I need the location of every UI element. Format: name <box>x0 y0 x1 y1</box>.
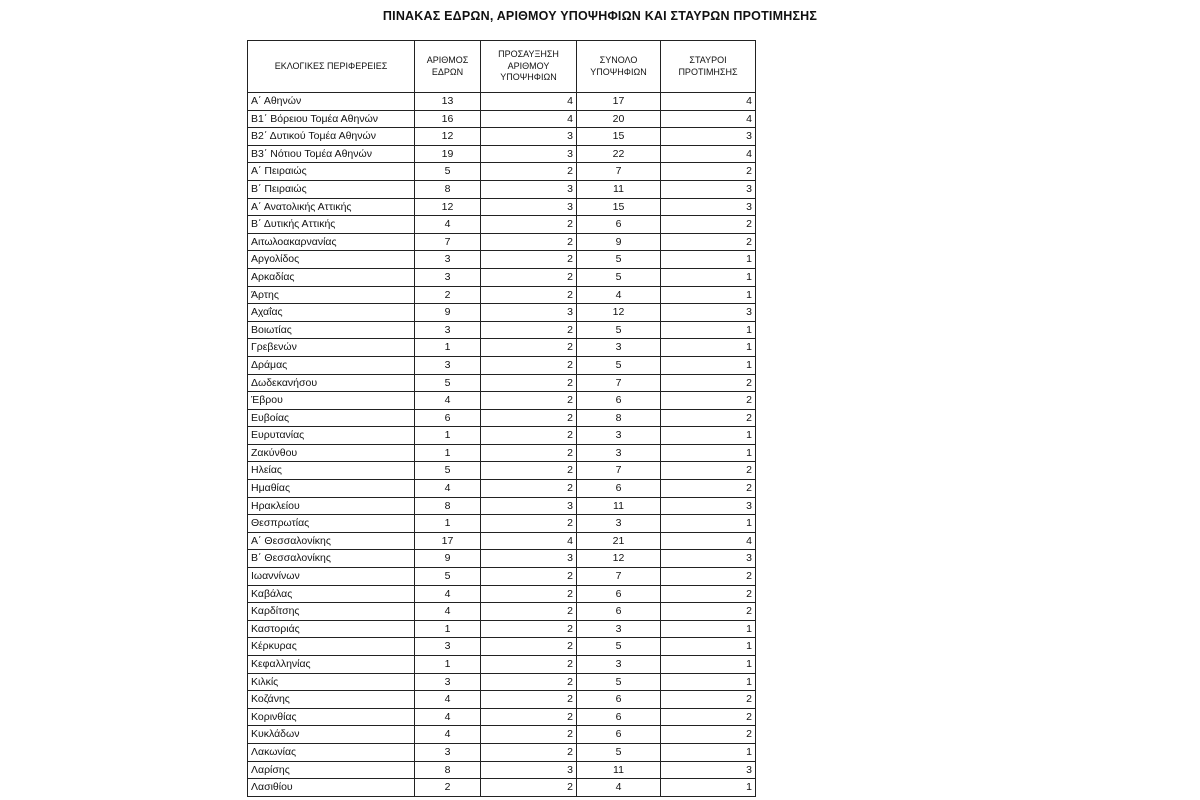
cell-seats: 17 <box>415 532 481 550</box>
cell-region: Αρκαδίας <box>248 268 415 286</box>
cell-region: Κιλκίς <box>248 673 415 691</box>
cell-seats: 7 <box>415 233 481 251</box>
table-row <box>248 656 756 674</box>
cell-seats: 2 <box>415 286 481 304</box>
seats-table <box>247 40 756 797</box>
table-row <box>248 356 756 374</box>
cell-increase: 2 <box>481 444 577 462</box>
cell-seats: 16 <box>415 110 481 128</box>
cell-region: Ημαθίας <box>248 480 415 498</box>
table-row <box>248 251 756 269</box>
cell-crosses: 2 <box>661 726 756 744</box>
cell-total: 8 <box>577 409 661 427</box>
cell-crosses: 1 <box>661 427 756 445</box>
cell-total: 11 <box>577 761 661 779</box>
cell-seats: 1 <box>415 515 481 533</box>
cell-crosses: 2 <box>661 409 756 427</box>
cell-seats: 19 <box>415 145 481 163</box>
cell-crosses: 2 <box>661 216 756 234</box>
cell-crosses: 3 <box>661 761 756 779</box>
cell-seats: 1 <box>415 656 481 674</box>
table-row <box>248 198 756 216</box>
cell-crosses: 1 <box>661 515 756 533</box>
cell-total: 5 <box>577 251 661 269</box>
cell-region: Α΄ Πειραιώς <box>248 163 415 181</box>
cell-total: 7 <box>577 462 661 480</box>
table-row <box>248 93 756 111</box>
cell-crosses: 1 <box>661 286 756 304</box>
table-row <box>248 374 756 392</box>
cell-region: Ευρυτανίας <box>248 427 415 445</box>
cell-crosses: 3 <box>661 198 756 216</box>
cell-region: Καβάλας <box>248 585 415 603</box>
cell-increase: 2 <box>481 427 577 445</box>
cell-region: Α΄ Ανατολικής Αττικής <box>248 198 415 216</box>
cell-crosses: 2 <box>661 462 756 480</box>
cell-seats: 5 <box>415 374 481 392</box>
cell-total: 12 <box>577 550 661 568</box>
table-row <box>248 128 756 146</box>
cell-crosses: 3 <box>661 180 756 198</box>
table-row <box>248 216 756 234</box>
header-seats: ΑΡΙΘΜΟΣ ΕΔΡΩΝ <box>415 41 481 93</box>
cell-region: Κοζάνης <box>248 691 415 709</box>
cell-increase: 2 <box>481 462 577 480</box>
cell-seats: 3 <box>415 673 481 691</box>
table-row <box>248 532 756 550</box>
cell-increase: 2 <box>481 163 577 181</box>
table-row <box>248 726 756 744</box>
cell-increase: 2 <box>481 286 577 304</box>
cell-total: 6 <box>577 691 661 709</box>
table-row <box>248 620 756 638</box>
table-row <box>248 779 756 797</box>
cell-crosses: 1 <box>661 638 756 656</box>
table-row <box>248 233 756 251</box>
cell-crosses: 2 <box>661 374 756 392</box>
cell-seats: 3 <box>415 638 481 656</box>
cell-seats: 3 <box>415 743 481 761</box>
table-row <box>248 163 756 181</box>
cell-crosses: 4 <box>661 93 756 111</box>
cell-seats: 5 <box>415 568 481 586</box>
cell-crosses: 1 <box>661 620 756 638</box>
table-row <box>248 585 756 603</box>
cell-total: 6 <box>577 603 661 621</box>
cell-crosses: 1 <box>661 743 756 761</box>
cell-total: 5 <box>577 356 661 374</box>
cell-region: Καρδίτσης <box>248 603 415 621</box>
cell-seats: 4 <box>415 216 481 234</box>
cell-increase: 2 <box>481 339 577 357</box>
cell-total: 11 <box>577 497 661 515</box>
table-row <box>248 286 756 304</box>
cell-increase: 2 <box>481 321 577 339</box>
cell-increase: 3 <box>481 128 577 146</box>
cell-crosses: 4 <box>661 532 756 550</box>
cell-region: Β΄ Δυτικής Αττικής <box>248 216 415 234</box>
cell-region: Β1΄ Βόρειου Τομέα Αθηνών <box>248 110 415 128</box>
cell-crosses: 2 <box>661 480 756 498</box>
cell-region: Κορινθίας <box>248 708 415 726</box>
cell-increase: 2 <box>481 673 577 691</box>
cell-total: 3 <box>577 656 661 674</box>
cell-increase: 2 <box>481 568 577 586</box>
cell-crosses: 1 <box>661 321 756 339</box>
cell-increase: 4 <box>481 532 577 550</box>
cell-increase: 2 <box>481 216 577 234</box>
cell-total: 3 <box>577 444 661 462</box>
cell-seats: 1 <box>415 427 481 445</box>
cell-seats: 5 <box>415 163 481 181</box>
cell-increase: 2 <box>481 251 577 269</box>
cell-seats: 4 <box>415 603 481 621</box>
cell-seats: 4 <box>415 708 481 726</box>
cell-region: Κέρκυρας <box>248 638 415 656</box>
cell-seats: 4 <box>415 585 481 603</box>
cell-increase: 2 <box>481 743 577 761</box>
cell-increase: 2 <box>481 515 577 533</box>
cell-region: Γρεβενών <box>248 339 415 357</box>
document-title: ΠΙΝΑΚΑΣ ΕΔΡΩΝ, ΑΡΙΘΜΟΥ ΥΠΟΨΗΦΙΩΝ ΚΑΙ ΣΤΑΥΡΩΝ ΠΡΟΤΙΜΗΣΗΣ <box>382 9 818 23</box>
cell-region: Έβρου <box>248 392 415 410</box>
cell-region: Αργολίδος <box>248 251 415 269</box>
cell-increase: 2 <box>481 691 577 709</box>
table-row <box>248 339 756 357</box>
cell-region: Βοιωτίας <box>248 321 415 339</box>
cell-increase: 3 <box>481 304 577 322</box>
cell-region: Αχαΐας <box>248 304 415 322</box>
cell-crosses: 1 <box>661 251 756 269</box>
cell-total: 5 <box>577 743 661 761</box>
cell-crosses: 1 <box>661 779 756 797</box>
cell-increase: 2 <box>481 620 577 638</box>
cell-total: 5 <box>577 673 661 691</box>
cell-increase: 3 <box>481 198 577 216</box>
table-row <box>248 180 756 198</box>
cell-region: Ηρακλείου <box>248 497 415 515</box>
cell-total: 3 <box>577 339 661 357</box>
cell-seats: 13 <box>415 93 481 111</box>
cell-seats: 3 <box>415 356 481 374</box>
table-row <box>248 462 756 480</box>
header-row <box>248 41 756 93</box>
cell-crosses: 2 <box>661 233 756 251</box>
cell-crosses: 3 <box>661 550 756 568</box>
cell-region: Λακωνίας <box>248 743 415 761</box>
cell-crosses: 1 <box>661 268 756 286</box>
cell-increase: 3 <box>481 550 577 568</box>
cell-region: Άρτης <box>248 286 415 304</box>
cell-crosses: 4 <box>661 110 756 128</box>
cell-total: 5 <box>577 638 661 656</box>
cell-region: Ηλείας <box>248 462 415 480</box>
cell-increase: 2 <box>481 708 577 726</box>
table-row <box>248 409 756 427</box>
cell-crosses: 2 <box>661 708 756 726</box>
table-row <box>248 304 756 322</box>
cell-total: 20 <box>577 110 661 128</box>
cell-seats: 3 <box>415 268 481 286</box>
cell-region: Β΄ Πειραιώς <box>248 180 415 198</box>
cell-region: Λασιθίου <box>248 779 415 797</box>
cell-total: 5 <box>577 321 661 339</box>
cell-increase: 3 <box>481 180 577 198</box>
cell-increase: 2 <box>481 779 577 797</box>
table-row <box>248 444 756 462</box>
cell-increase: 2 <box>481 409 577 427</box>
cell-increase: 2 <box>481 356 577 374</box>
cell-seats: 6 <box>415 409 481 427</box>
cell-crosses: 2 <box>661 163 756 181</box>
table-row <box>248 638 756 656</box>
table-row <box>248 427 756 445</box>
cell-crosses: 2 <box>661 603 756 621</box>
cell-region: Ζακύνθου <box>248 444 415 462</box>
cell-region: Ιωαννίνων <box>248 568 415 586</box>
table-row <box>248 568 756 586</box>
cell-crosses: 1 <box>661 656 756 674</box>
cell-total: 15 <box>577 198 661 216</box>
cell-crosses: 4 <box>661 145 756 163</box>
cell-total: 6 <box>577 726 661 744</box>
cell-crosses: 2 <box>661 392 756 410</box>
table-row <box>248 550 756 568</box>
cell-seats: 4 <box>415 392 481 410</box>
cell-seats: 4 <box>415 691 481 709</box>
table-row <box>248 321 756 339</box>
table-row <box>248 392 756 410</box>
cell-increase: 2 <box>481 656 577 674</box>
cell-crosses: 3 <box>661 304 756 322</box>
header-region: ΕΚΛΟΓΙΚΕΣ ΠΕΡΙΦΕΡΕΙΕΣ <box>248 41 415 93</box>
cell-region: Δωδεκανήσου <box>248 374 415 392</box>
header-increase: ΠΡΟΣΑΥΞΗΣΗ ΑΡΙΘΜΟΥ ΥΠΟΨΗΦΙΩΝ <box>481 41 577 93</box>
cell-total: 17 <box>577 93 661 111</box>
cell-increase: 2 <box>481 268 577 286</box>
cell-seats: 4 <box>415 726 481 744</box>
cell-total: 6 <box>577 216 661 234</box>
cell-seats: 8 <box>415 761 481 779</box>
table-row <box>248 515 756 533</box>
cell-increase: 2 <box>481 233 577 251</box>
table-row <box>248 603 756 621</box>
table-body <box>248 93 756 797</box>
cell-seats: 3 <box>415 251 481 269</box>
cell-total: 11 <box>577 180 661 198</box>
cell-increase: 2 <box>481 638 577 656</box>
cell-total: 6 <box>577 585 661 603</box>
cell-total: 7 <box>577 374 661 392</box>
table-header <box>248 41 756 93</box>
table-row <box>248 673 756 691</box>
table-row <box>248 743 756 761</box>
cell-total: 6 <box>577 392 661 410</box>
cell-seats: 1 <box>415 620 481 638</box>
cell-increase: 4 <box>481 110 577 128</box>
cell-crosses: 3 <box>661 128 756 146</box>
cell-total: 5 <box>577 268 661 286</box>
cell-increase: 3 <box>481 145 577 163</box>
cell-increase: 3 <box>481 761 577 779</box>
cell-increase: 2 <box>481 603 577 621</box>
cell-increase: 2 <box>481 374 577 392</box>
cell-total: 6 <box>577 708 661 726</box>
cell-region: Θεσπρωτίας <box>248 515 415 533</box>
cell-region: Ευβοίας <box>248 409 415 427</box>
cell-total: 6 <box>577 480 661 498</box>
cell-total: 4 <box>577 779 661 797</box>
cell-total: 12 <box>577 304 661 322</box>
cell-crosses: 2 <box>661 568 756 586</box>
cell-increase: 2 <box>481 480 577 498</box>
cell-seats: 1 <box>415 444 481 462</box>
cell-total: 3 <box>577 620 661 638</box>
cell-region: Β2΄ Δυτικού Τομέα Αθηνών <box>248 128 415 146</box>
cell-region: Αιτωλοακαρνανίας <box>248 233 415 251</box>
cell-increase: 4 <box>481 93 577 111</box>
cell-increase: 2 <box>481 726 577 744</box>
table-row <box>248 497 756 515</box>
cell-seats: 1 <box>415 339 481 357</box>
cell-seats: 5 <box>415 462 481 480</box>
cell-total: 4 <box>577 286 661 304</box>
cell-total: 7 <box>577 568 661 586</box>
cell-crosses: 3 <box>661 497 756 515</box>
cell-region: Β3΄ Νότιου Τομέα Αθηνών <box>248 145 415 163</box>
cell-seats: 8 <box>415 497 481 515</box>
cell-crosses: 2 <box>661 585 756 603</box>
cell-total: 9 <box>577 233 661 251</box>
cell-seats: 4 <box>415 480 481 498</box>
cell-crosses: 1 <box>661 673 756 691</box>
header-total: ΣΥΝΟΛΟ ΥΠΟΨΗΦΙΩΝ <box>577 41 661 93</box>
cell-crosses: 1 <box>661 339 756 357</box>
cell-region: Α΄ Θεσσαλονίκης <box>248 532 415 550</box>
cell-seats: 9 <box>415 550 481 568</box>
cell-region: Α΄ Αθηνών <box>248 93 415 111</box>
cell-total: 21 <box>577 532 661 550</box>
cell-total: 3 <box>577 515 661 533</box>
table-row <box>248 110 756 128</box>
table-row <box>248 480 756 498</box>
cell-seats: 8 <box>415 180 481 198</box>
table-row <box>248 268 756 286</box>
cell-increase: 3 <box>481 497 577 515</box>
table-row <box>248 145 756 163</box>
cell-seats: 12 <box>415 198 481 216</box>
table-row <box>248 691 756 709</box>
table-row <box>248 761 756 779</box>
cell-seats: 3 <box>415 321 481 339</box>
cell-region: Λαρίσης <box>248 761 415 779</box>
cell-total: 7 <box>577 163 661 181</box>
cell-region: Καστοριάς <box>248 620 415 638</box>
cell-seats: 2 <box>415 779 481 797</box>
cell-region: Β΄ Θεσσαλονίκης <box>248 550 415 568</box>
cell-total: 3 <box>577 427 661 445</box>
cell-region: Κεφαλληνίας <box>248 656 415 674</box>
cell-total: 22 <box>577 145 661 163</box>
cell-crosses: 1 <box>661 444 756 462</box>
cell-seats: 12 <box>415 128 481 146</box>
cell-crosses: 1 <box>661 356 756 374</box>
cell-seats: 9 <box>415 304 481 322</box>
cell-crosses: 2 <box>661 691 756 709</box>
table-row <box>248 708 756 726</box>
cell-increase: 2 <box>481 585 577 603</box>
header-crosses: ΣΤΑΥΡΟΙ ΠΡΟΤΙΜΗΣΗΣ <box>661 41 756 93</box>
cell-region: Δράμας <box>248 356 415 374</box>
cell-increase: 2 <box>481 392 577 410</box>
cell-region: Κυκλάδων <box>248 726 415 744</box>
cell-total: 15 <box>577 128 661 146</box>
